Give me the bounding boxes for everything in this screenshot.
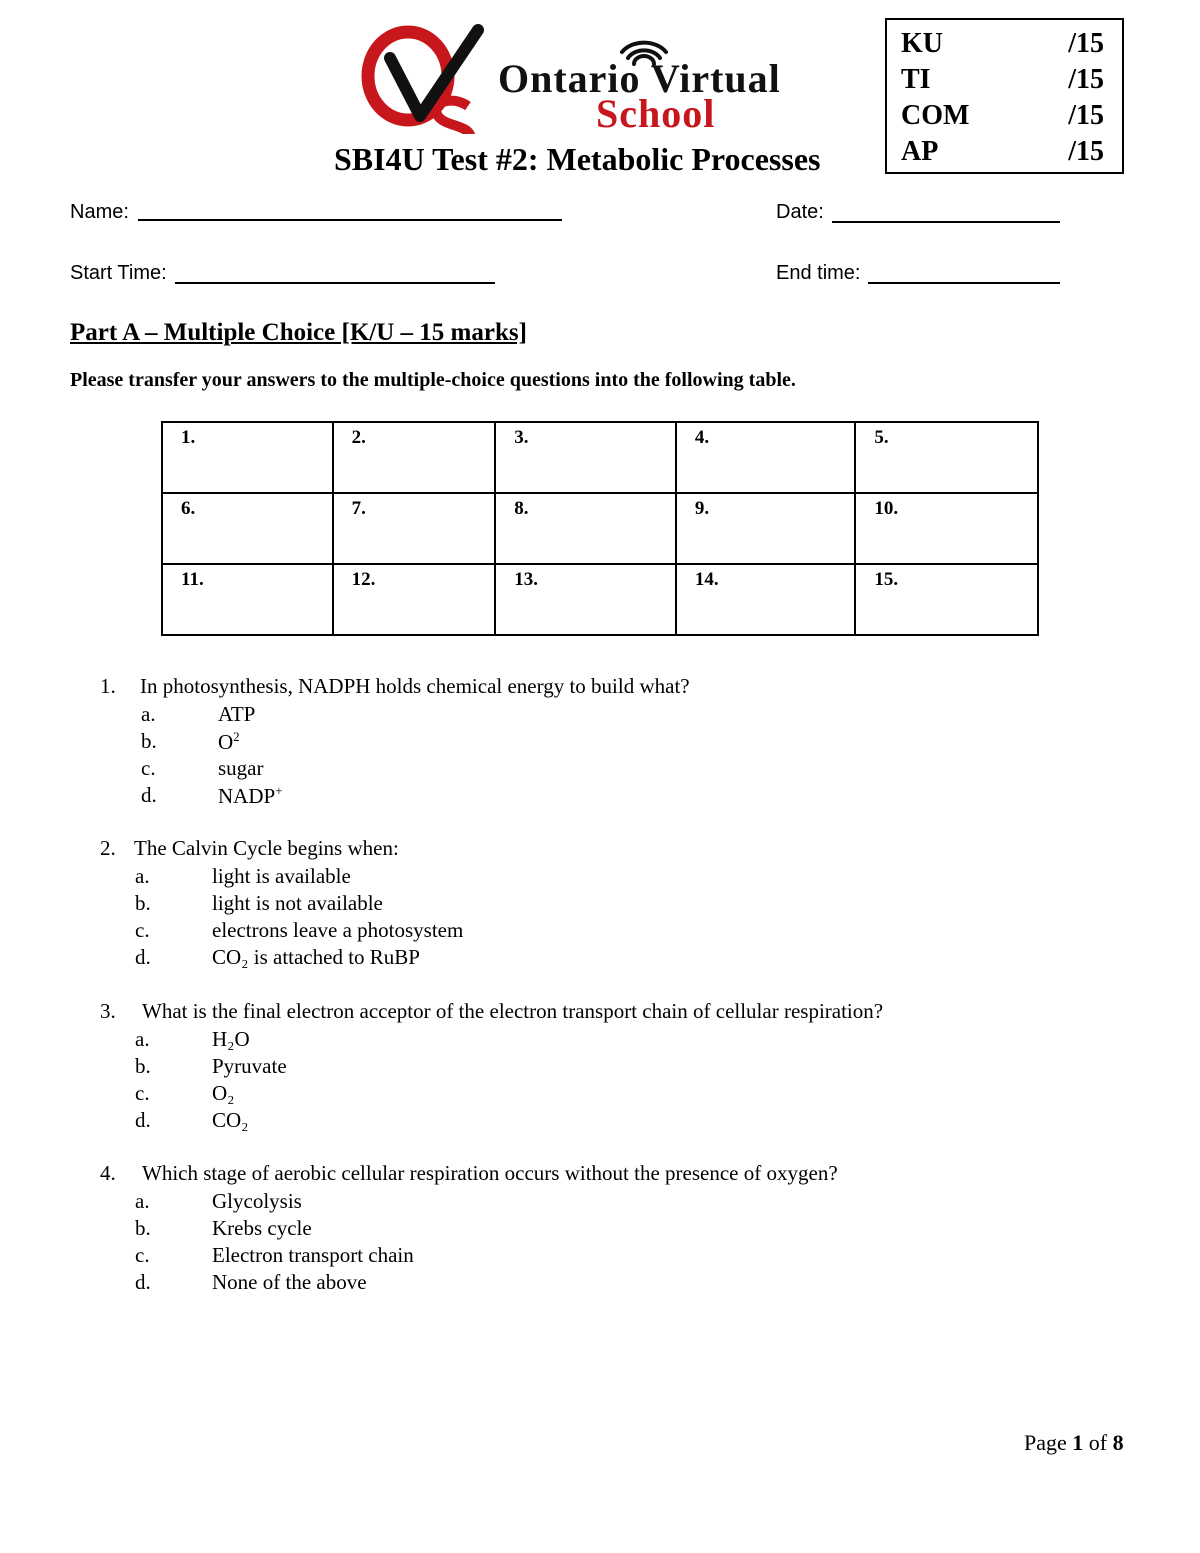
option-text: O — [218, 730, 234, 754]
part-a-instruction: Please transfer your answers to the multiple-choice questions into the following table. — [70, 369, 796, 391]
option-superscript: + — [275, 783, 283, 798]
option-text: Krebs cycle — [212, 1216, 312, 1240]
option-letter: c. — [135, 1081, 150, 1105]
answer-table — [161, 421, 1039, 636]
question-stem: In photosynthesis, NADPH holds chemical energy to build what? — [140, 674, 690, 698]
question-stem: The Calvin Cycle begins when: — [134, 836, 399, 860]
option-text: H₂O — [212, 1027, 250, 1051]
answer-cell[interactable]: 2. — [333, 422, 496, 493]
mark-label: TI — [901, 64, 931, 95]
answer-cell[interactable]: 3. — [495, 422, 676, 493]
answer-cell[interactable]: 8. — [495, 493, 676, 564]
option-letter: d. — [135, 1108, 151, 1132]
logo-text-line1: Ontario Virtual — [498, 56, 781, 101]
option-letter: c. — [141, 756, 156, 780]
answer-cell[interactable]: 10. — [855, 493, 1038, 564]
answer-cell[interactable]: 12. — [333, 564, 496, 635]
option-text: Glycolysis — [212, 1189, 302, 1213]
question-number: 2. — [100, 836, 116, 860]
end-time-field[interactable] — [868, 282, 1060, 284]
date-label: Date: — [776, 201, 824, 223]
option-letter: b. — [141, 729, 157, 753]
option-text: ATP — [218, 702, 256, 726]
page-title: SBI4U Test #2: Metabolic Processes — [334, 141, 821, 177]
option-letter: b. — [135, 891, 151, 915]
option-text-with-sup — [218, 729, 240, 755]
answer-cell[interactable]: 15. — [855, 564, 1038, 635]
part-a-heading: Part A – Multiple Choice [K/U – 15 marks] — [70, 319, 527, 346]
answer-cell[interactable]: 9. — [676, 493, 856, 564]
question-number: 3. — [100, 999, 116, 1023]
logo-s-shape — [436, 101, 470, 134]
option-letter: c. — [135, 1243, 150, 1267]
mark-label: KU — [901, 28, 943, 59]
option-text: Pyruvate — [212, 1054, 287, 1078]
option-text: NADP — [218, 784, 276, 808]
page-word: Page — [1024, 1430, 1067, 1455]
answer-row — [162, 564, 1038, 635]
mark-row-ku — [901, 28, 1116, 62]
name-label: Name: — [70, 201, 129, 223]
answer-cell[interactable]: 4. — [676, 422, 856, 493]
option-text: sugar — [218, 756, 264, 780]
answer-row — [162, 493, 1038, 564]
answer-cell[interactable]: 5. — [855, 422, 1038, 493]
option-text-with-sup — [218, 783, 283, 809]
mark-value: /15 — [1068, 28, 1104, 59]
logo-text-line2: School — [596, 91, 716, 136]
answer-cell[interactable]: 1. — [162, 422, 333, 493]
option-superscript: 2 — [233, 729, 240, 744]
option-letter: a. — [135, 1027, 150, 1051]
page-current: 1 — [1072, 1430, 1084, 1455]
mark-value: /15 — [1068, 64, 1104, 95]
question-number: 4. — [100, 1161, 116, 1185]
option-text: None of the above — [212, 1270, 367, 1294]
name-field[interactable] — [138, 219, 562, 221]
of-word: of — [1088, 1430, 1108, 1455]
answer-row — [162, 422, 1038, 493]
option-text: electrons leave a photosystem — [212, 918, 464, 942]
option-text: CO₂ — [212, 1108, 249, 1132]
option-letter: c. — [135, 918, 150, 942]
end-time-label: End time: — [776, 262, 861, 284]
answer-cell[interactable]: 11. — [162, 564, 333, 635]
answer-cell[interactable]: 6. — [162, 493, 333, 564]
option-letter: d. — [141, 783, 157, 807]
page-number — [1024, 1430, 1124, 1456]
mark-value: /15 — [1068, 100, 1104, 131]
mark-row-com — [901, 100, 1116, 134]
mark-label: COM — [901, 100, 970, 131]
page-total: 8 — [1112, 1430, 1124, 1455]
option-text: O₂ — [212, 1081, 235, 1105]
marks-box — [885, 18, 1124, 174]
date-field[interactable] — [832, 221, 1060, 223]
mark-value: /15 — [1068, 136, 1104, 167]
option-text: CO₂ is attached to RuBP — [212, 945, 420, 969]
start-time-label: Start Time: — [70, 262, 167, 284]
answer-cell[interactable]: 7. — [333, 493, 496, 564]
option-letter: a. — [141, 702, 156, 726]
question-stem: What is the final electron acceptor of the electron transport chain of cellular respiration? — [142, 999, 884, 1023]
start-time-field[interactable] — [175, 282, 495, 284]
option-text: light is available — [212, 864, 351, 888]
option-text: Electron transport chain — [212, 1243, 414, 1267]
option-letter: a. — [135, 864, 150, 888]
option-letter: b. — [135, 1054, 151, 1078]
mark-row-ti — [901, 64, 1116, 98]
option-letter: b. — [135, 1216, 151, 1240]
question-number: 1. — [100, 674, 116, 698]
option-letter: d. — [135, 1270, 151, 1294]
option-letter: a. — [135, 1189, 150, 1213]
mark-label: AP — [901, 136, 939, 167]
option-letter: d. — [135, 945, 151, 969]
option-text: light is not available — [212, 891, 383, 915]
answer-cell[interactable]: 13. — [495, 564, 676, 635]
mark-row-ap — [901, 136, 1116, 170]
question-stem: Which stage of aerobic cellular respiration occurs without the presence of oxygen? — [142, 1161, 838, 1185]
answer-cell[interactable]: 14. — [676, 564, 856, 635]
